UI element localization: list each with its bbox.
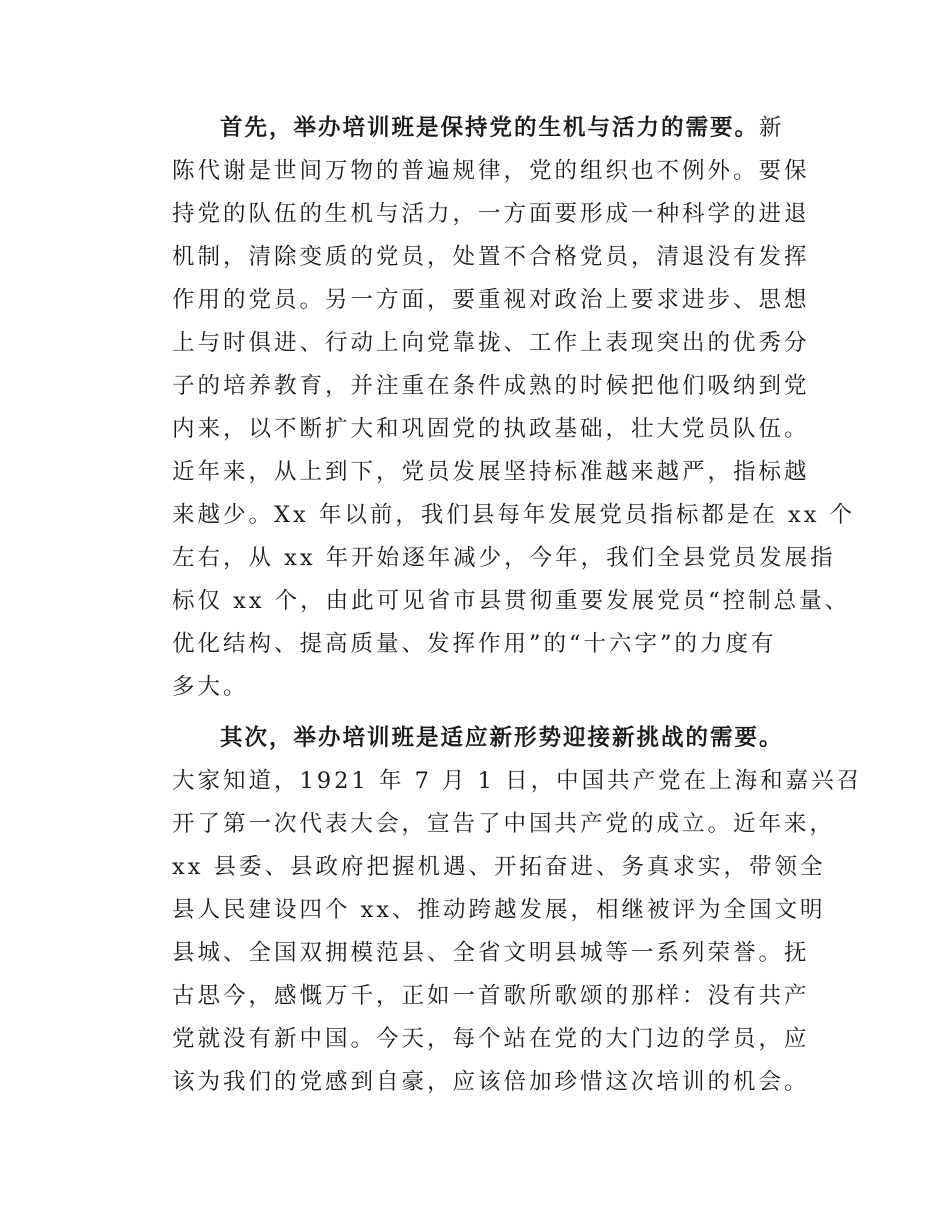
text-line: 内来，以不断扩大和巩固党的执政基础，壮大党员队伍。 xyxy=(172,416,810,442)
text-line: 持党的队伍的生机与活力，一方面要形成一种科学的进退 xyxy=(172,201,810,227)
text-line: 县城、全国双拥模范县、全省文明县城等一系列荣誉。抚 xyxy=(172,940,810,966)
text-line: 县人民建设四个 xx、推动跨越发展，相继被评为全国文明 xyxy=(172,897,826,923)
text-line: 新 xyxy=(759,115,785,141)
text-line: xx 县委、县政府把握机遇、开拓奋进、务真求实，带领全 xyxy=(172,854,826,880)
text-line: 作用的党员。另一方面，要重视对政治上要求进步、思想 xyxy=(172,287,810,313)
text-line: 左右，从 xx 年开始逐年减少，今年，我们全县党员发展指 xyxy=(172,545,836,571)
text-line: 古思今，感慨万千，正如一首歌所歌颂的那样：没有共产 xyxy=(172,983,810,1009)
text-line: 陈代谢是世间万物的普遍规律，党的组织也不例外。要保 xyxy=(172,158,810,184)
text-line: 开了第一次代表大会，宣告了中国共产党的成立。近年来， xyxy=(172,811,836,837)
text-line: 大家知道，1921 年 7 月 1 日，中国共产党在上海和嘉兴召 xyxy=(172,768,863,794)
text-line: 优化结构、提高质量、发挥作用”的“十六字”的力度有 xyxy=(172,631,777,657)
text-line: 党就没有新中国。今天，每个站在党的大门边的学员，应 xyxy=(172,1026,810,1052)
paragraph-heading: 首先，举办培训班是保持党的生机与活力的需要。 xyxy=(220,115,760,141)
paragraph-1 xyxy=(172,107,856,709)
paragraph-2 xyxy=(172,717,863,1104)
text-line: 来越少。Xx 年以前，我们县每年发展党员指标都是在 xx 个 xyxy=(172,502,856,528)
text-line: 该为我们的党感到自豪，应该倍加珍惜这次培训的机会。 xyxy=(172,1069,810,1095)
text-line: 多大。 xyxy=(172,674,249,700)
paragraph-heading: 其次，举办培训班是适应新形势迎接新挑战的需要。 xyxy=(220,725,784,751)
text-line: 近年来，从上到下，党员发展坚持标准越来越严，指标越 xyxy=(172,459,810,485)
text-line: 上与时俱进、行动上向党靠拢、工作上表现突出的优秀分 xyxy=(172,330,810,356)
text-line: 子的培养教育，并注重在条件成熟的时候把他们吸纳到党 xyxy=(172,373,810,399)
paragraph-first-line xyxy=(172,717,812,760)
paragraph-first-line xyxy=(172,107,812,150)
text-line: 机制，清除变质的党员，处置不合格党员，清退没有发挥 xyxy=(172,244,810,270)
text-line: 标仅 xx 个，由此可见省市县贯彻重要发展党员“控制总量、 xyxy=(172,588,851,614)
